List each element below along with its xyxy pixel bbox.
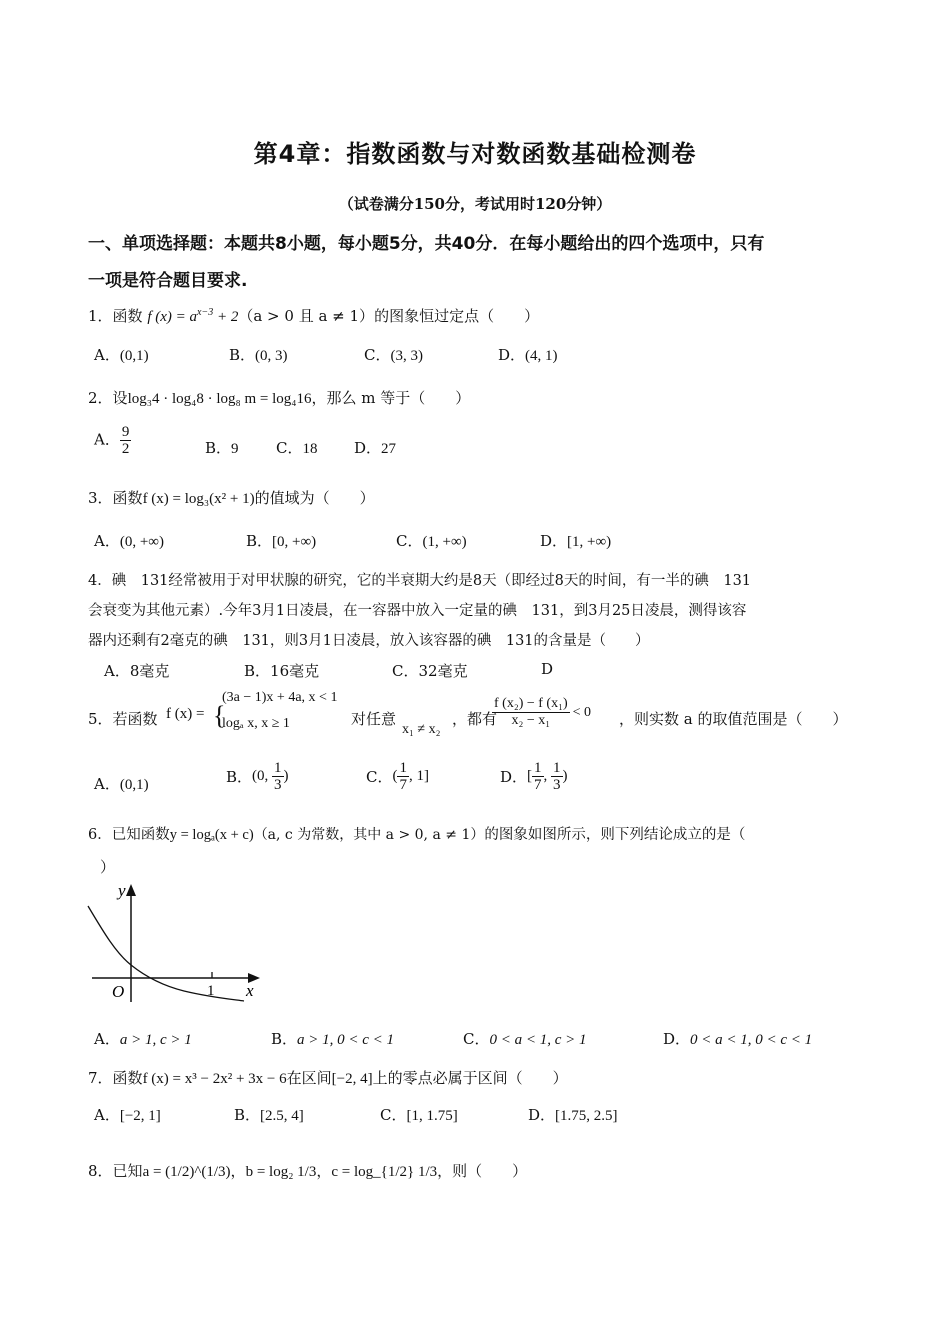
- option-a[interactable]: A． $\frac{9}{2}$: [94, 424, 130, 457]
- math-expr-b: b = log₂ 1/3: [245, 1164, 317, 1180]
- question-text: ，则实数 a 的取值范围是（ ）: [619, 710, 848, 728]
- question-8: 8．已知a = (1/2)^(1/3)，b = log₂ 1/3，c = log_{1/2} 1/3，则（ ）: [88, 1162, 528, 1180]
- option-c[interactable]: C．32毫克: [392, 662, 468, 680]
- function-graph: [84, 878, 269, 1008]
- option-a[interactable]: A．(0, +∞): [94, 532, 164, 550]
- question-number: 3．: [88, 489, 113, 507]
- condition: （a, c 为常数，其中 a > 0, a ≠ 1）: [253, 827, 485, 843]
- option-b[interactable]: B．(0, $\frac{1}{3}$ ): [226, 760, 289, 793]
- condition: （a > 0 且 a ≠ 1）: [238, 307, 375, 325]
- math-expr: y = logₐ(x + c): [169, 827, 254, 843]
- question-2: [88, 387, 470, 408]
- tick-label: 1: [207, 983, 215, 999]
- option-d[interactable]: D．0 < a < 1, 0 < c < 1: [663, 1030, 813, 1048]
- question-text: 已知函数: [111, 827, 170, 843]
- question-text: 的图象如图所示，则下列结论成立的是（: [484, 827, 746, 843]
- option-c[interactable]: C．0 < a < 1, c > 1: [463, 1030, 587, 1048]
- section-heading-line2: 一项是符合题目要求.: [88, 271, 248, 291]
- question-text: 对任意: [351, 710, 397, 728]
- question-text: ，那么 m 等于（ ）: [311, 389, 471, 407]
- option-a[interactable]: A．8毫克: [104, 662, 170, 680]
- option-d[interactable]: D．27: [354, 439, 397, 457]
- math-expr: f $(x) = a^{x-3} + 2$: [147, 307, 239, 325]
- piecewise-brace: {: [213, 701, 226, 730]
- option-d[interactable]: D．(4, 1): [498, 346, 558, 364]
- math-expr: f (x) = x³ − 2x² + 3x − 6: [142, 1071, 287, 1087]
- option-c[interactable]: C．(3, 3): [364, 346, 423, 364]
- question-6-close: ）: [100, 858, 116, 876]
- question-1: [88, 305, 539, 326]
- question-text: 在区间: [286, 1069, 332, 1087]
- origin-label: O: [112, 982, 125, 1001]
- piecewise-case-1: (3a − 1)x + 4a, x < 1: [222, 690, 338, 705]
- exam-info: （试卷满分150分，考试用时120分钟）: [338, 195, 612, 213]
- question-text: 的值域为（ ）: [254, 489, 375, 507]
- question-number: 7．: [88, 1069, 113, 1087]
- option-b[interactable]: B．[2.5, 4]: [234, 1106, 304, 1124]
- option-b[interactable]: B．9: [205, 439, 239, 457]
- option-b[interactable]: B．16毫克: [244, 662, 320, 680]
- option-b[interactable]: B．(0, 3): [229, 346, 288, 364]
- x-axis-label: x: [246, 981, 254, 1000]
- option-b[interactable]: B．a > 1, 0 < c < 1: [271, 1030, 395, 1048]
- math-expr: f (x) = log₃(x² + 1): [142, 491, 255, 507]
- question-text: 函数: [112, 489, 143, 507]
- question-number: 1．: [88, 307, 113, 325]
- question-4-line1: 4．碘 131经常被用于对甲状腺的研究，它的半衰期大约是8天（即经过8天的时间，有一半的碘 131: [88, 573, 752, 589]
- page-title: 第4章：指数函数与对数函数基础检测卷: [253, 140, 697, 168]
- question-number: 8．: [88, 1162, 113, 1180]
- math-expr-a: a = (1/2)^(1/3): [142, 1164, 231, 1180]
- option-d[interactable]: D: [541, 660, 554, 678]
- option-c[interactable]: C．(1, +∞): [396, 532, 467, 550]
- question-text: 上的零点必属于区间（ ）: [372, 1069, 568, 1087]
- question-text: 的图象恒过定点（ ）: [374, 307, 540, 325]
- option-c[interactable]: C．( $\frac{1}{7}$ , 1]: [366, 760, 429, 793]
- piecewise-fx: f (x) =: [166, 706, 205, 722]
- option-d[interactable]: D．[ $\frac{1}{7}$ , $\frac{1}{3}$ ): [500, 760, 568, 793]
- question-4-line2: 会衰变为其他元素）.今年3月1日凌晨，在一容器中放入一定量的碘 131，到3月25日凌晨，测得该容: [88, 603, 747, 619]
- option-d[interactable]: D．[1.75, 2.5]: [528, 1106, 618, 1124]
- piecewise-case-2: logₐ x, x ≥ 1: [222, 716, 290, 731]
- difference-quotient: $\frac{\text{f (x₂) − f (x₁)}}{\text{x₂ − x₁}}$ < 0: [494, 696, 592, 728]
- question-text: 函数: [112, 307, 143, 325]
- option-c[interactable]: C．[1, 1.75]: [380, 1106, 458, 1124]
- option-a[interactable]: A．a > 1, c > 1: [94, 1030, 192, 1048]
- question-text: ，都有: [452, 710, 498, 728]
- y-axis-arrow-icon: [126, 884, 136, 896]
- y-axis-label: y: [118, 881, 126, 900]
- question-5-number: 5．若函数: [88, 710, 158, 728]
- option-c[interactable]: C．18: [276, 439, 318, 457]
- section-heading-line1: 一、单项选择题：本题共8小题，每小题5分，共40分．在每小题给出的四个选项中，只有: [88, 234, 765, 254]
- option-a[interactable]: A．(0,1): [94, 346, 149, 364]
- option-a[interactable]: A．[−2, 1]: [94, 1106, 161, 1124]
- option-d[interactable]: D．[1, +∞): [540, 532, 612, 550]
- question-4-line3: 器内还剩有2毫克的碘 131，则3月1日凌晨，放入该容器的碘 131的含量是（ ）: [88, 633, 650, 649]
- question-number: 2．: [88, 389, 113, 407]
- question-text: 函数: [112, 1069, 143, 1087]
- question-text: ，则（ ）: [437, 1162, 528, 1180]
- question-text: 设: [112, 389, 128, 407]
- question-text: 已知: [112, 1162, 143, 1180]
- option-b[interactable]: B．[0, +∞): [246, 532, 317, 550]
- math-expr: log₃4 · log₄8 · log₈ m = log₄16: [127, 391, 312, 407]
- math-expr-c: c = log_{1/2} 1/3: [331, 1164, 438, 1180]
- question-6: [88, 823, 745, 844]
- question-3: [88, 487, 375, 508]
- question-number: 6．: [88, 827, 112, 843]
- interval: [−2, 4]: [331, 1071, 373, 1087]
- question-7: [88, 1067, 568, 1088]
- condition: x₁ ≠ x₂: [402, 722, 441, 737]
- option-a[interactable]: A．(0,1): [94, 775, 149, 793]
